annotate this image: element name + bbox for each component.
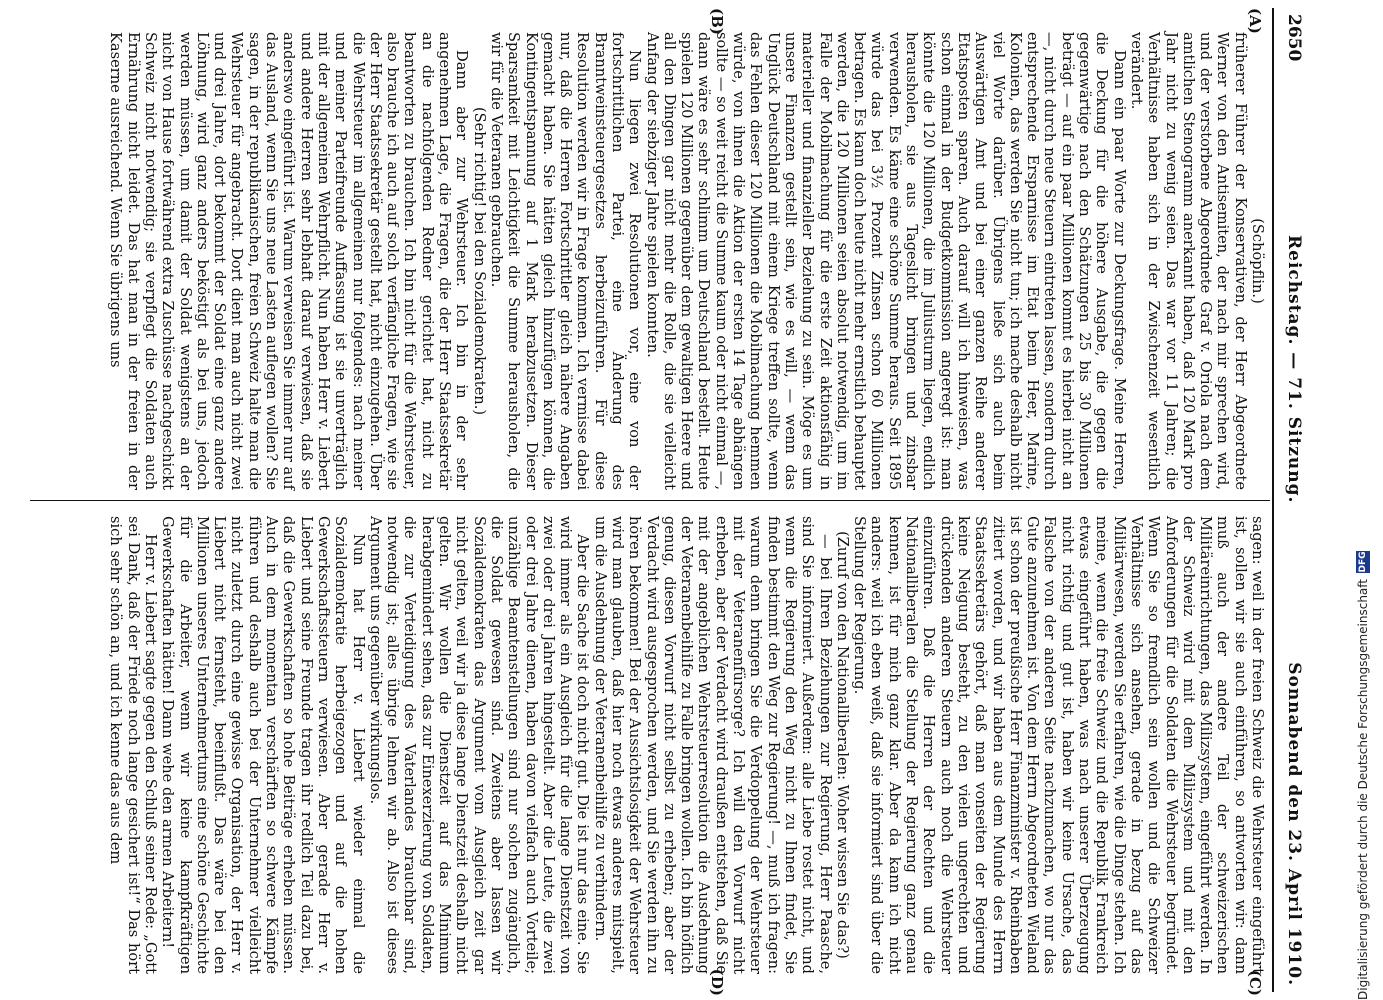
left-column bbox=[32, 32, 1266, 490]
margin-marker-b: (B) bbox=[708, 8, 726, 35]
page-number: 2650 bbox=[1284, 14, 1304, 62]
paragraph: Herr v. Liebert sagte gegen den Schluß seiner Rede: „Gott sei Dank, daß der Friede noch lange gesichert ist!“ Das hört sich sehr schön an, und ich kenne das aus dem bbox=[107, 516, 159, 974]
interjection: (Zuruf von den Nationalliberalen: Woher wissen Sie das?) bbox=[833, 531, 851, 959]
column-divider bbox=[30, 500, 1270, 501]
margin-marker-a: (A) bbox=[1246, 8, 1264, 34]
paragraph: Nun liegen zwei Resolutionen vor, eine von der fortschrittlichen Partei, eine Änderung des Branntweinsteuergesetzes herbeizuführen. Für diese Resolution werden wir in Frage kommen. Ich vermisse dabei nur, daß die Herren Fortschrittler gleich nähere Angaben gemacht haben. Sie hätten gleich hinzufügen können, die Kontingentspannung auf 1 Mark herabzusetzen. Dieser Sparsamkeit mit Leichtigkeit die Summe herausholen, die wir für die Veteranen gebrauchen. bbox=[487, 32, 644, 490]
paragraph: früherer Führer der Konservativen, der Herr Abgeordnete Werner von den Antisemiten, der nach mir sprechen wird, und der verstorbene Abgeordnete Graf v. Oriola nach dem amtlichen Stenogramm anerkannt haben, daß 120 Mark pro Jahr nicht zu wenig seien. Das war vor 11 Jahren; die Verhältnisse haben sich in der Zwischenzeit wesentlich verändert. bbox=[1127, 32, 1249, 490]
digitization-credit bbox=[1350, 40, 1376, 1000]
dfg-logo-icon: DFG bbox=[1358, 551, 1368, 573]
paragraph: Aber die Sache ist doch nicht gut. Die ist nur das eine. Sie wird immer als ein Ausgleich für die lange Dienstzeit von zwei oder drei Jahren hingestellt. Aber die Leute, die zwei oder drei Jahre dienen, haben davon vielfach auch Vorteile; unzählige Beamtenstellungen sind nur solchen zugänglich, die Soldat gewesen sind. Zweitens aber lassen wir Sozialdemokraten das Argument vom Ausgleich zeit gar nicht gelten, weil wir ja diese lange Dienstzeit deshalb nicht gelten. Wir wollen die Dienstzeit auf das Minimum herabgemindert sehen, das zur Einexerzierung von Soldaten, die zur Verteidigung des Vaterlandes brauchbar sind, notwendig ist; alles übrige lehnen wir ab. Also ist dieses Argument uns gegenüber wirkungslos. bbox=[366, 516, 592, 974]
session-title: Reichstag. — 71. Sitzung. bbox=[1284, 235, 1304, 504]
paragraph: sagen: weil in der freien Schweiz die Wehrsteuer eingeführt ist, sollen wir sie auch einführen, so antworten wir: dann muß auch der andere Teil der schweizerischen Militäreinrichtungen, das Milizsystem, eingeführt werden. In der Schweiz wird mit dem Milizsystem und mit den Anforderungen für die Soldaten die Wehrsteuer begründet. Wenn Sie so fremdlich sein wollen und die Schweizer Verhältnisse sich ansehen, gerade in bezug auf das Militärwesen, werden Sie erfahren, wie die Dinge stehen. Ich meine, wenn die freie Schweiz und die Republik Frankreich etwas eingeführt haben, was nach unserer Überzeugung nicht richtig und gut ist, haben wir keine Ursache, das Falsche von der anderen Seite nachzumachen, wo nur das Gute anzunehmen ist. Von dem Herrn Abgeordneten Wieland ist schon der preußische Herr Finanzminister v. Rheinbaben zitiert worden, und wir haben aus dem Munde des Herrn Staatssekretärs gehört, daß man vonseiten der Regierung keine Neigung besteht, zu den vielen ungerechten und drückenden anderen Steuern auch noch die Wehrsteuer einzuführen. Daß die Herren der Rechten und die Nationalliberalen die Stellung der Regierung ganz genau kennen, ist für mich ganz klar. Aber da kann ich nicht anders: weil ich eben weiß, daß sie informiert sind über die Stellung der Regierung. bbox=[851, 516, 1266, 974]
speaker-name: (Schöpflin.) bbox=[1249, 218, 1266, 304]
paragraph: Dann ein paar Worte zur Deckungsfrage. Meine Herren, die Deckung für die höhere Ausgabe, die gegen die gegenwärtige nach den Schätzungen 25 bis 30 Millionen beträgt — auf ein paar Millionen kommt es hierbei nicht an —, nicht durch neue Steuern eintreten lassen, sondern durch entsprechende Ersparnisse im Etat beim Heer, Marine, Kolonien, das werden Sie nicht tun; ich mache deshalb nicht viel Worte darüber. Übrigens ließe sich auch beim Auswärtigen Amt und bei einer ganzen Reihe anderer Etatsposten sparen. Auch darauf will ich hinweisen, was schon einmal in der Budgetkommission angeregt ist: man könnte die 120 Millionen, die im Juliusturm liegen, endlich herausholen, sie aus Tageslicht bringen und zinsbar verwenden. Es käme eine schöne Summe heraus. Seit 1895 würde das bei 3½ Prozent Zinsen schon 60 Millionen betragen. Es kann doch heute nicht mehr ernstlich behauptet werden, die 120 Millionen seien absolut notwendig, um im Falle der Mobilmachung für die erste Zeit aktionsfähig in materieller und finanzieller Beziehung zu sein. Möge es um unsere Finanzen gestellt sein, wie es will, — wenn das Unglück Deutschland mit einem Kriege treffen sollte, wenn das Fehlen dieser 120 Millionen die Mobilmachung hemmen würde, von ihnen die Aktion der ersten 14 Tage abhängen sollte — so weit reicht die Summe kaum oder nicht einmal —, dann wäre es sehr schlimm um Deutschland bestellt. Heute spielen 120 Millionen gegenüber dem gewaltigen Heere und all den Dingen gar nicht mehr die Rolle, die sie vielleicht Anfang der siebziger Jahre spielen konnten. bbox=[643, 32, 1128, 490]
paragraph: Dann aber zur Wehrsteuer. Ich bin in der sehr angenehmen Lage, die Fragen, die der Herr Staatssekretär an die nachfolgenden Redner gerichtet hat, nicht zu beantworten zu brauchen. Ich bin nicht für die Wehrsteuer, also brauche ich auch auf solch verfängliche Fragen, wie sie der Herr Staatssekretär gestellt hat, nicht einzugehen. Über die Wehrsteuer im allgemeinen nur folgendes: nach meiner und meiner Parteifreunde Auffassung ist sie unverträglich mit der allgemeinen Wehrpflicht. Nun haben Herr v. Liebert und andere Herren sehr lebhaft darauf verwiesen, daß sie anderswo eingeführt ist. Warum verweisen Sie immer nur auf das Ausland, wenn Sie uns neue Lasten auflegen wollen? Sie sagen, in der republikanischen, freien Schweiz halte man die Wehrsteuer für angebracht. Dort dient man auch nicht zwei und drei Jahre, dort bekommt der Soldat eine ganz andere Löhnung, wird ganz anders beköstigt als bei uns, jedoch werden müssen, um damit der Soldat wenigstens an der nicht von Hause fortwährend extra Zuschüsse nachgeschickt Schweiz nicht notwendig; sie verpflegt die Soldaten auch Ernährung nicht leidet. Das hat man in der freien in der Kaserne ausreichend. Wenn Sie übrigens uns bbox=[107, 32, 471, 490]
header-rule bbox=[1272, 8, 1274, 992]
interjection: (Sehr richtig! bei den Sozialdemokraten.) bbox=[470, 106, 488, 416]
paragraph: Nun hat Herr v. Liebert wieder einmal die Sozialdemokratie herbeigezogen und auf die hohen Gewerkschaftssteuern verwiesen. Aber gerade Herr v. Liebert und seine Freunde tragen ihr redlich Teil dazu bei, daß die Gewerkschaften so hohe Beiträge erheben müssen. Auch in dem momentan verschärften so schwere Kämpfe führen und deshalb auch bei der Unternehmer vielleicht nicht zuletzt durch eine gewisse Organisation, der Herr v. Liebert nicht fernsteht, beeinflußt. Das wäre bei den Millionen unseres Unternehmertums eine schöne Geschichte für die Arbeiter, wenn wir keine kampfkräftigen Gewerkschaften hätten! Dann wehe den armen Arbeitern! bbox=[159, 516, 367, 974]
margin-marker-d: (D) bbox=[708, 968, 726, 996]
document-page bbox=[20, 0, 1310, 1000]
session-date: Sonnabend den 23. April 1910. bbox=[1284, 662, 1304, 986]
page-header bbox=[1278, 0, 1304, 1000]
margin-marker-c: (C) bbox=[1246, 969, 1264, 996]
credit-text: Digitalisierung gefördert durch die Deutsche Forschungsgemeinschaft bbox=[1356, 578, 1370, 1000]
paragraph: — bei Ihren Beziehungen zur Regierung, Herr Paasche, sind Sie informiert. Außerdem: alle Liebe rostet nicht, und wenn die Regierung den Weg nicht zu Ihnen findet, Sie finden bestimmt den Weg zur Regierung! —, muß ich fragen: warum denn bringen Sie die Verdoppelung der Wehrsteuer mit der Veteranenfürsorge? Ich will den Vorwurf nicht erheben, aber der Verdacht wird draußen entstehen, daß Sie mit der angeblichen Wehrsteuerresolution die Ausdehnung der Veteranenbeihilfe zu Falle bringen wollen. Ich bin höflich genug, diesen Vorwurf nicht selbst zu erheben; aber der Verdacht wird ausgesprochen werden, und Sie werden ihn zu hören bekommen! Bei der Aussichtslosigkeit der Wehrsteuer wird man glauben, daß hier noch etwas anderes mitspielt, um die Ausdehnung der Veteranenbeihilfe zu verhindern. bbox=[591, 516, 834, 974]
right-column bbox=[32, 516, 1266, 974]
